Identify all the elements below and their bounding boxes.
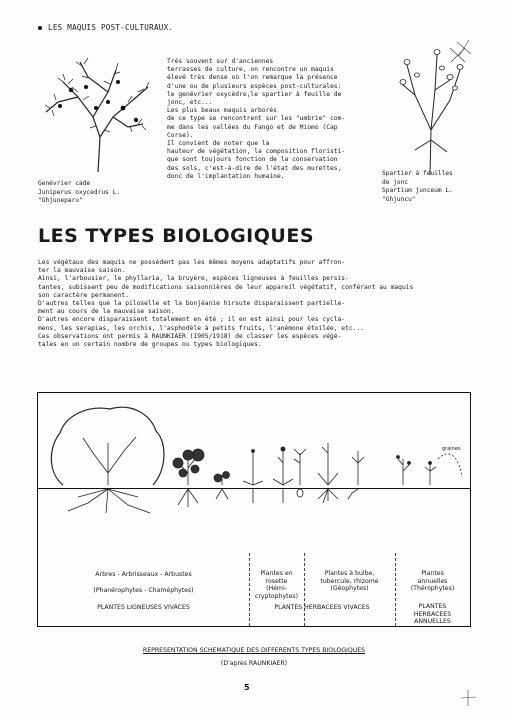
annual-plant-icon — [397, 454, 463, 485]
bullet-icon — [38, 26, 42, 30]
woody-group-label: PLANTES LIGNEUSES VIVACES — [97, 604, 190, 611]
biological-types-diagram — [37, 392, 471, 627]
bulb-label: Plantes à bulbe, tubercule, rhizome (Géophytes) — [320, 570, 379, 593]
woody-types-label: Arbres - Arbrisseaux - Arbustes — [95, 571, 192, 578]
biological-types-paragraph: Les végétaux des maquis ne possèdent pas les mêmes moyens adaptatifs pour affron- ter la mauvaise saison. Ainsi, l'arbousier, le phyllaria, la bruyère, espèces ligneuses à feuilles persis- tantes, subissent peu de modifications saisonnières de leur appareil végétatif, conférant au maquis son caractère permanent. D'autres telles que la piloselle et la bonjéanie hirsute disparaissent partielle- ment au cours de la mauvaise saison. D'autres encore disparaissent totalement en été ; il en est ainsi pour les cycla- mens, les serapias, les orchis, l'asphodèle à petits fruits, l'anémone étoilée, etc... Ces observations ont permis à RAUNKIAER (1905/1918) de classer les espèces végé- tales en un certain nombre de groupes ou types biologiques. — [38, 259, 414, 349]
plants-drawing — [38, 393, 470, 523]
pencil-mark-icon — [455, 38, 475, 58]
section-heading — [38, 23, 173, 32]
figure-caption: REPRESENTATION SCHEMATIQUE DES DIFFERENTS TYPES BIOLOGIQUES — [142, 647, 366, 654]
intro-paragraph: Très souvent sur d'anciennes terrasses de culture, on rencontre un maquis élevé très dense où l'on remarque la présence d'une ou de plusieurs espèces post-culturales: le genévrier oxycèdre,le spartier à feuille de jonc, etc... Les plus beaux maquis arborés de ce type se rencontrent sur les "umbrie" com- me dans les vallées du Fango et de Miomo (Cap Corse). Il convient de noter que la hauteur de végétation, la composition floristi- que sont toujours fonction de la conservation des sols, c'est-à-dire de l'état des murettes, donc de l'implantation humaine. — [167, 58, 346, 180]
spartium-caption: Spartier à feuilles de jonc Spartium junceum L. "Ghjuncu" — [382, 170, 453, 203]
page-title: LES TYPES BIOLOGIQUES — [38, 225, 314, 247]
pencil-mark-icon — [458, 688, 478, 708]
juniper-caption: Genévrier cade Juniperus oxycedrus L. "Ghjuneparu" — [38, 180, 120, 204]
woody-latin-label: (Phanérophytes - Chaméphytes) — [93, 587, 194, 594]
juniper-illustration — [38, 42, 158, 177]
tree-icon — [51, 407, 164, 513]
section-heading-text: LES MAQUIS POST-CULTURAUX. — [48, 23, 174, 32]
spartium-illustration — [395, 40, 475, 180]
seeds-label: graines — [442, 446, 461, 452]
figure-source: (D'après RAUNKIAER) — [220, 660, 288, 667]
herb-group-label: PLANTES HERBACEES VIVACES — [274, 604, 370, 611]
small-shrub-icon — [214, 472, 230, 500]
shrub-icon — [173, 449, 204, 507]
ground-line — [38, 488, 470, 489]
page-number: 5 — [244, 683, 250, 692]
rosette-plant-icon — [243, 447, 293, 503]
annual-label: Plantes annuelles (Thérophytes) — [410, 570, 455, 593]
bulb-plant-icon — [294, 443, 364, 503]
rosette-label: Plantes en rosette (Hémi- cryptophytes) — [254, 570, 299, 600]
annual-group-label: PLANTES HERBACEES ANNUELLES — [413, 603, 452, 626]
